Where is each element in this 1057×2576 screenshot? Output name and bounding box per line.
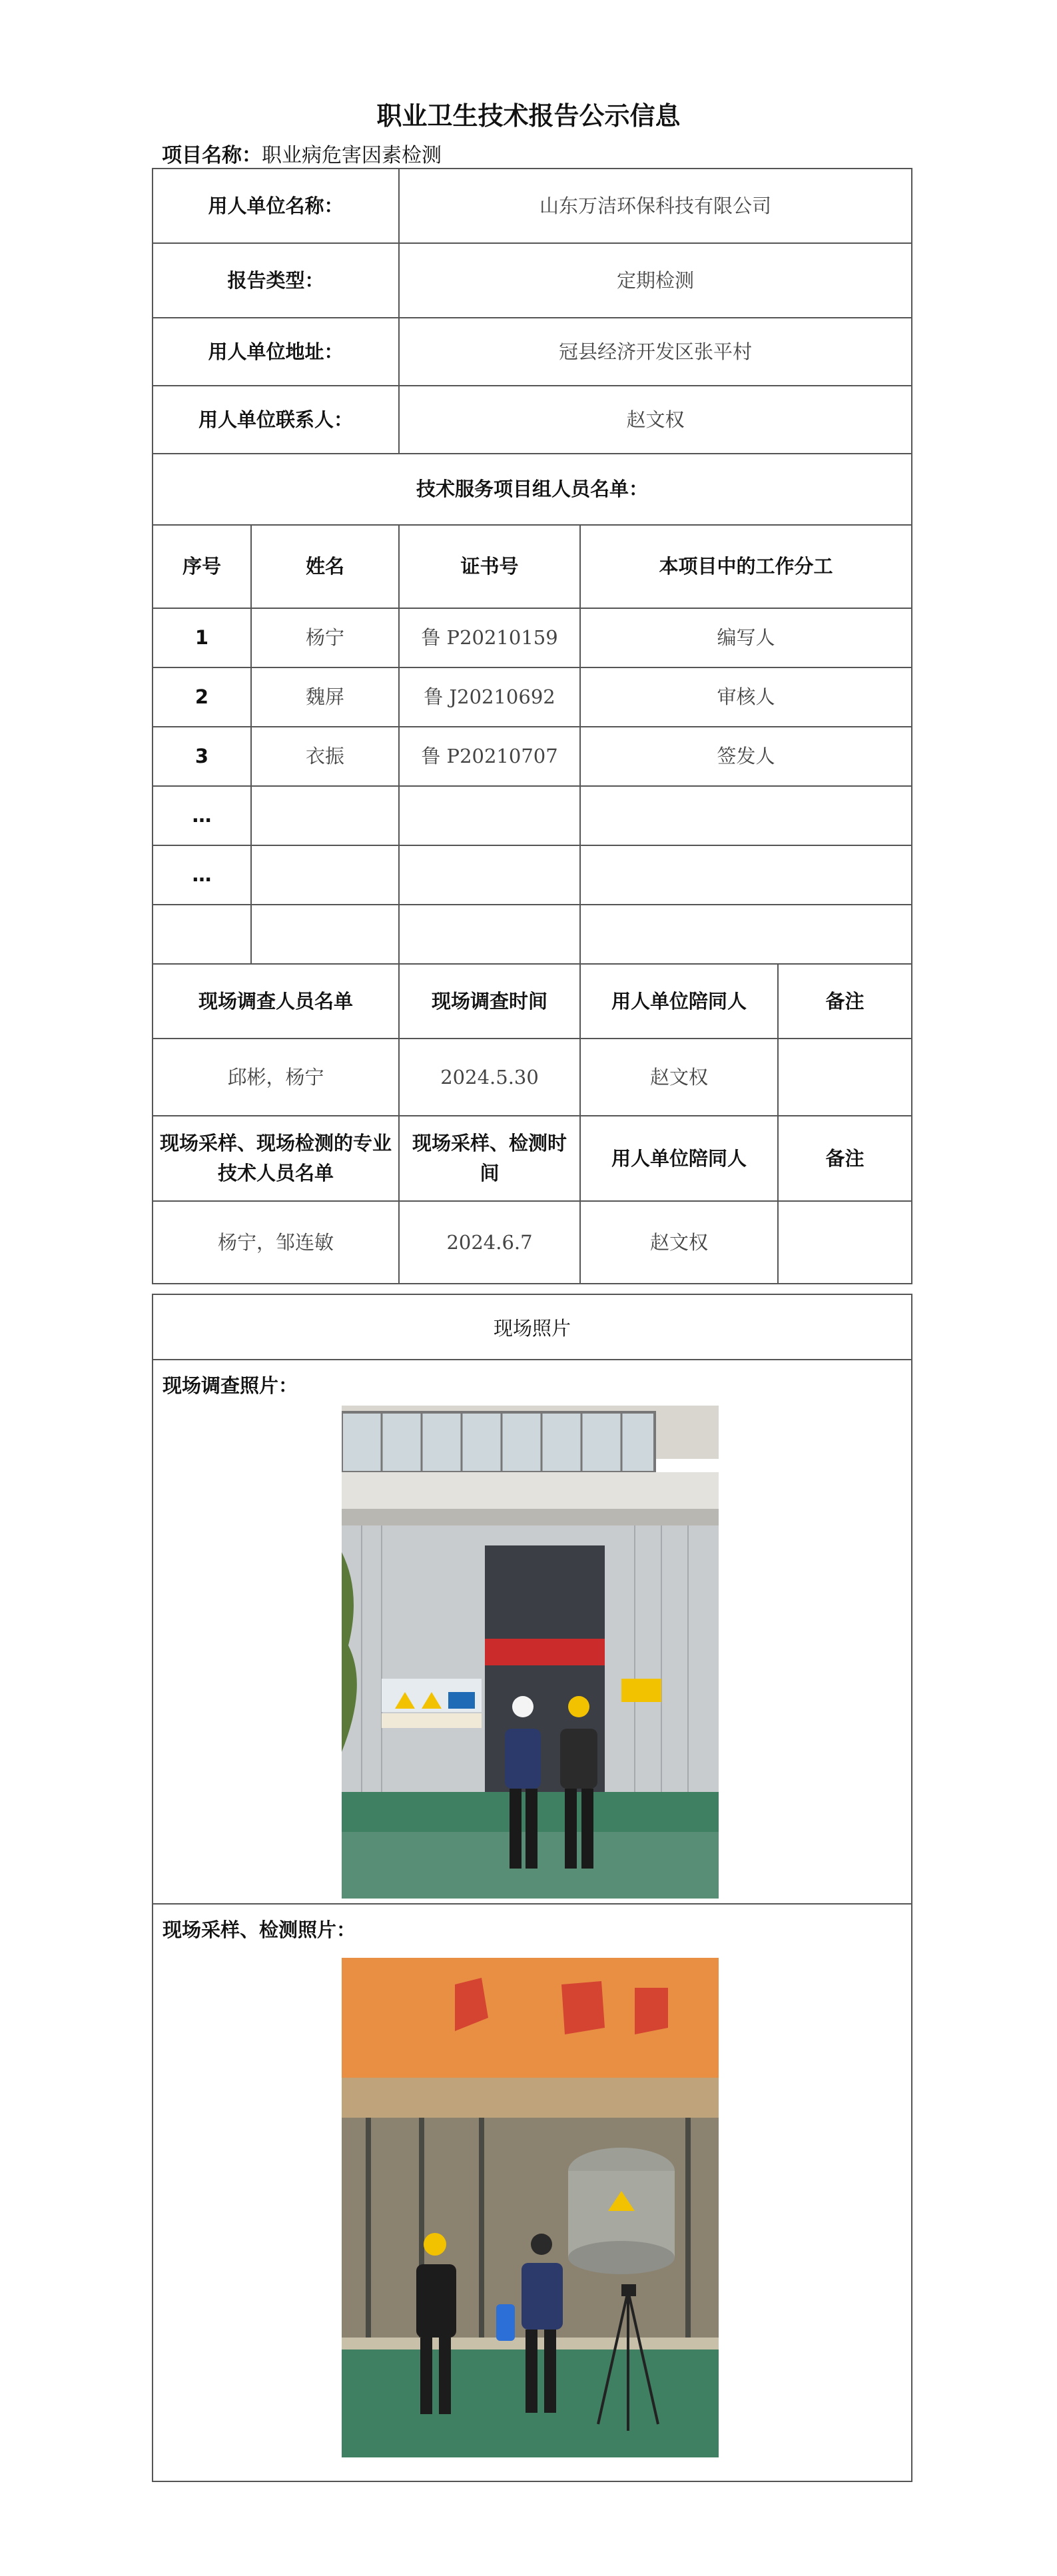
team-no (153, 905, 251, 964)
team-heading: 技术服务项目组人员名单： (153, 454, 912, 525)
team-row (153, 667, 912, 727)
sampling-value: 杨宁，邹连敏 (153, 1201, 399, 1284)
field-value: 定期检测 (399, 243, 912, 318)
field-label: 用人单位联系人： (153, 386, 399, 454)
survey-value: 2024.5.30 (399, 1039, 580, 1116)
team-header-row (153, 525, 912, 608)
sampling-header: 现场采样、现场检测的专业技术人员名单 (153, 1116, 399, 1201)
team-name (251, 845, 399, 905)
team-row (153, 905, 912, 964)
team-no: … (153, 845, 251, 905)
project-name-label: 项目名称： (162, 144, 262, 167)
survey-photo-label: 现场调查照片： (163, 1374, 298, 1397)
team-no: 1 (153, 608, 251, 667)
team-row (153, 845, 912, 905)
team-col-header: 姓名 (251, 525, 399, 608)
sampling-header: 现场采样、检测时间 (399, 1116, 580, 1201)
info-table (152, 168, 912, 1284)
team-col-header: 证书号 (399, 525, 580, 608)
project-name-value: 职业病危害因素检测 (262, 144, 442, 167)
survey-header: 现场调查时间 (399, 964, 580, 1039)
field-row (153, 318, 912, 386)
sampling-value: 2024.6.7 (399, 1201, 580, 1284)
page-title: 职业卫生技术报告公示信息 (376, 101, 681, 131)
sampling-photo-section (153, 1905, 911, 2481)
workshop-sampling-photo (342, 1958, 719, 2457)
team-name: 魏屏 (251, 667, 399, 727)
survey-header: 备注 (778, 964, 912, 1039)
sampling-header: 备注 (778, 1116, 912, 1201)
sampling-photo-label: 现场采样、检测照片： (163, 1919, 356, 1941)
team-cert: 鲁 J20210692 (399, 667, 580, 727)
sampling-header: 用人单位陪同人 (580, 1116, 778, 1201)
sampling-value: 赵文权 (580, 1201, 778, 1284)
team-col-header: 本项目中的工作分工 (580, 525, 912, 608)
field-value: 赵文权 (399, 386, 912, 454)
team-name: 杨宁 (251, 608, 399, 667)
team-role: 签发人 (580, 727, 912, 786)
team-name (251, 786, 399, 845)
survey-photo (342, 1406, 719, 1899)
photo-panel (152, 1294, 912, 2482)
team-role: 编写人 (580, 608, 912, 667)
sampling-value-row (153, 1201, 912, 1284)
sampling-photo (342, 1958, 719, 2457)
field-value: 山东万洁环保科技有限公司 (399, 169, 912, 243)
survey-value (778, 1039, 912, 1116)
field-label: 用人单位地址： (153, 318, 399, 386)
field-label: 报告类型： (153, 243, 399, 318)
survey-header: 现场调查人员名单 (153, 964, 399, 1039)
field-row (153, 386, 912, 454)
survey-value-row (153, 1039, 912, 1116)
team-name: 衣振 (251, 727, 399, 786)
team-col-header: 序号 (153, 525, 251, 608)
sampling-value (778, 1201, 912, 1284)
sampling-header-row (153, 1116, 912, 1201)
field-row (153, 243, 912, 318)
field-row (153, 169, 912, 243)
field-value: 冠县经济开发区张平村 (399, 318, 912, 386)
field-label: 用人单位名称： (153, 169, 399, 243)
photo-heading: 现场照片 (153, 1295, 911, 1360)
project-name (162, 139, 442, 168)
survey-photo-section (153, 1360, 911, 1905)
team-row (153, 727, 912, 786)
survey-value: 赵文权 (580, 1039, 778, 1116)
team-role (580, 786, 912, 845)
survey-header: 用人单位陪同人 (580, 964, 778, 1039)
team-cert (399, 845, 580, 905)
team-cert: 鲁 P20210707 (399, 727, 580, 786)
team-no: … (153, 786, 251, 845)
team-row (153, 608, 912, 667)
team-role: 审核人 (580, 667, 912, 727)
survey-value: 邱彬，杨宁 (153, 1039, 399, 1116)
team-cert: 鲁 P20210159 (399, 608, 580, 667)
team-role (580, 905, 912, 964)
survey-header-row (153, 964, 912, 1039)
team-name (251, 905, 399, 964)
team-cert (399, 905, 580, 964)
team-no: 3 (153, 727, 251, 786)
team-role (580, 845, 912, 905)
team-cert (399, 786, 580, 845)
factory-entrance-photo (342, 1406, 719, 1899)
team-no: 2 (153, 667, 251, 727)
team-row (153, 786, 912, 845)
